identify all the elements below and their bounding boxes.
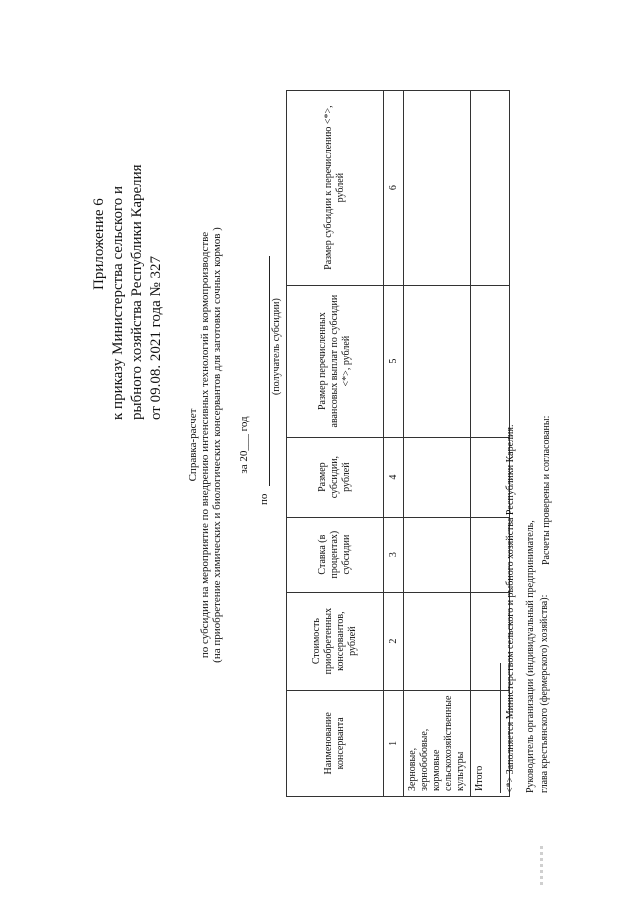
recipient-blank (259, 256, 270, 486)
scan-artifact (540, 845, 543, 885)
footnote-divider (500, 663, 501, 793)
recipient-line (258, 245, 270, 505)
table-row (404, 90, 471, 796)
approval-label: Расчеты проверены и согласованы: (541, 415, 552, 565)
appendix-block (90, 90, 166, 420)
document-subtitle-2: (на приобретение химических и биологических консервантов для заготовки сочных кормов ) (211, 227, 223, 663)
table-cell (404, 517, 471, 592)
appendix-line-3: рыбного хозяйства Республики Карелия (129, 164, 145, 420)
header-cell: Наименование консерванта (287, 690, 384, 796)
column-number: 1 (384, 690, 404, 796)
table-cell (404, 90, 471, 285)
column-number: 5 (384, 285, 404, 437)
header-cell: Ставка (в процентах) субсидии (287, 517, 384, 592)
appendix-line-2: к приказу Министерства сельского и (110, 185, 126, 420)
table-cell (404, 437, 471, 517)
row-label-total: Итого (471, 690, 510, 796)
header-cell: Размер перечисленных авансовых выплат по субсидии <*>, рублей (287, 285, 384, 437)
table-header-row (287, 90, 384, 796)
table-cell (471, 90, 510, 285)
table-cell (471, 285, 510, 437)
column-number: 6 (384, 90, 404, 285)
appendix-number: Приложение 6 (91, 198, 107, 290)
appendix-date-number: от 09.08. 2021 года № 327 (148, 255, 164, 420)
recipient-caption: (получатель субсидии) (271, 298, 282, 395)
column-number: 2 (384, 592, 404, 690)
signature-label-1: Руководитель организации (индивидуальный предприниматель, (525, 520, 536, 793)
footnote: <*> Заполняется Министерством сельского и рыбного хозяйства Республики Карелия. (505, 424, 516, 793)
table-row (471, 90, 510, 796)
table-cell (471, 437, 510, 517)
document-title: Справка-расчет (187, 408, 199, 482)
signature-label-2: глава крестьянского (фермерского) хозяйства): (539, 594, 550, 793)
column-number: 3 (384, 517, 404, 592)
header-cell: Стоимость приобретенных консервантов, рублей (287, 592, 384, 690)
table-number-row (384, 90, 404, 796)
table-cell (471, 592, 510, 690)
header-cell: Размер субсидии, рублей (287, 437, 384, 517)
document-subtitle: по субсидии на мероприятие по внедрению интенсивных технологий в кормопроизводстве (199, 231, 211, 659)
row-label-crops: Зерновые, зернобобовые, кормовые сельскохозяйственные культуры (404, 690, 471, 796)
recipient-prefix: по (258, 493, 270, 505)
column-number: 4 (384, 437, 404, 517)
calculation-table (286, 90, 510, 797)
table-cell (404, 592, 471, 690)
header-cell: Размер субсидии к перечислению <*>, рублей (287, 90, 384, 285)
period-line: за 20___ год (238, 416, 250, 474)
table-cell (404, 285, 471, 437)
table-cell (471, 517, 510, 592)
